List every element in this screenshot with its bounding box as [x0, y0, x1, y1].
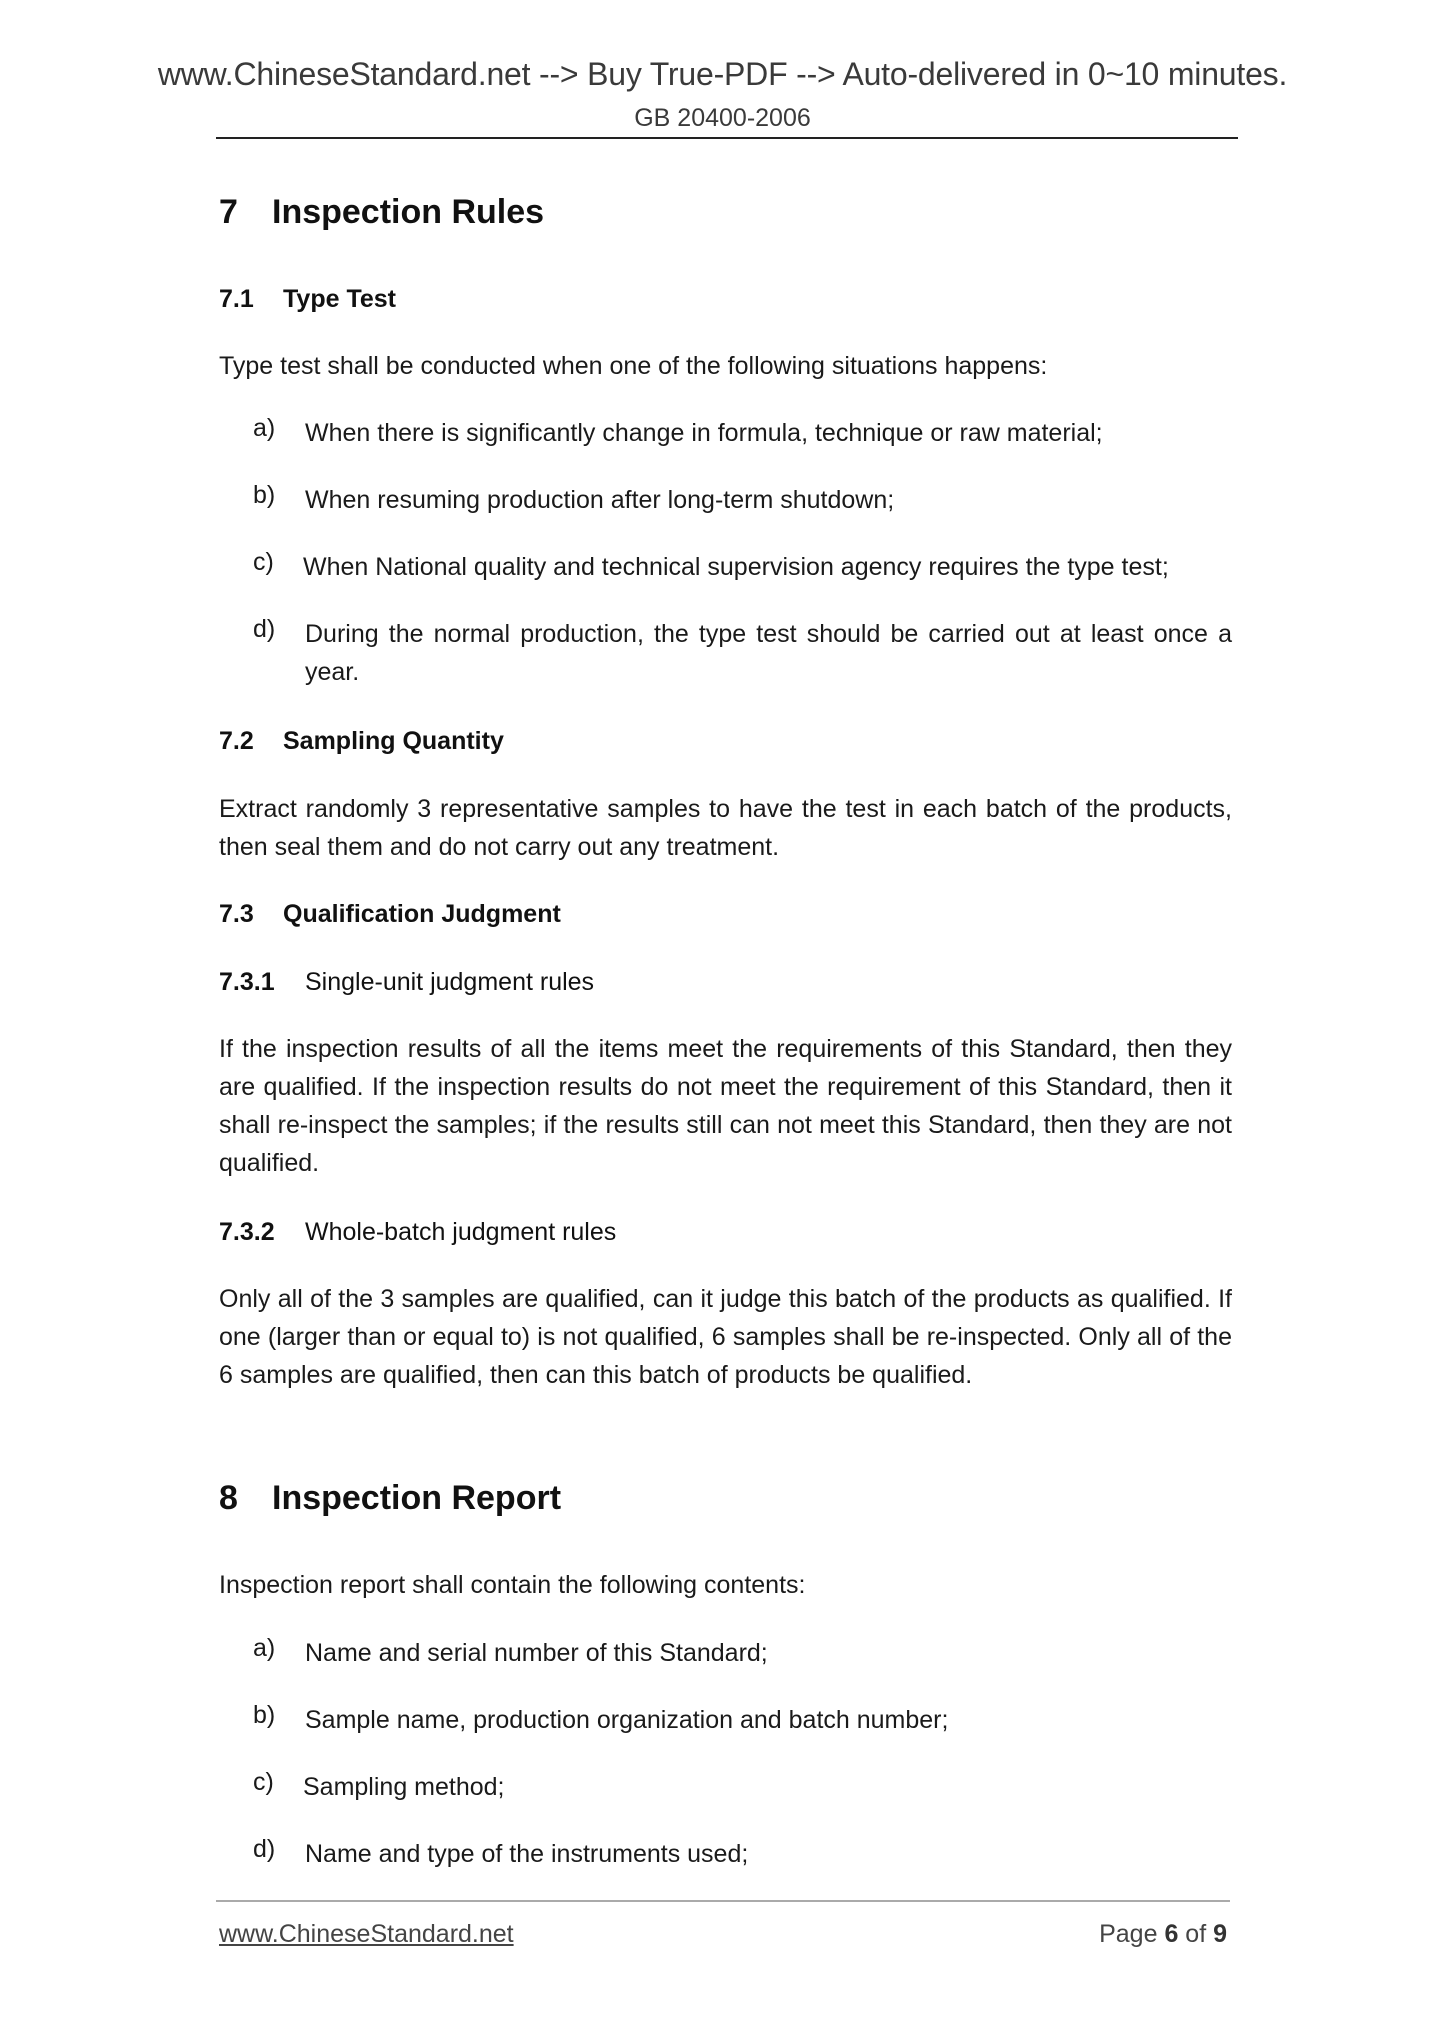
page-indicator: Page 6 of 9 [1099, 1920, 1227, 1948]
paragraph-7-2: Extract randomly 3 representative samples to have the test in each batch of the products, then seal them and do not carry out any treatment. [219, 795, 1232, 861]
paragraph-7-3-1: If the inspection results of all the items meet the requirements of this Standard, then they are qualified. If the inspection results do not meet the requirement of this Standard, then it shall re-inspect the samples; if the results still can not meet this Standard, then they are not qualified. [219, 1035, 1232, 1177]
footer-site-link[interactable]: www.ChineseStandard.net [219, 1920, 514, 1948]
current-page: 6 [1164, 1920, 1179, 1948]
header-divider [216, 137, 1238, 139]
paragraph-7-3-2: Only all of the 3 samples are qualified, can it judge this batch of the products as qualified. If one (larger than or equal to) is not qualified, 6 samples shall be re-inspected. Only all of the 6 samples are qualified, then can this batch of products be qualified. [219, 1285, 1232, 1389]
heading-7-3-2: 7.3.2 Whole-batch judgment rules [219, 1218, 617, 1246]
heading-7-2: 7.2 Sampling Quantity [219, 727, 504, 755]
heading-7-3: 7.3 Qualification Judgment [219, 900, 561, 928]
heading-section-7: 7 Inspection Rules [219, 193, 545, 231]
total-pages: 9 [1213, 1920, 1227, 1948]
footer-divider [216, 1900, 1230, 1902]
header-banner: www.ChineseStandard.net --> Buy True-PDF --> Auto-delivered in 0~10 minutes. [157, 56, 1288, 92]
document-id: GB 20400-2006 [634, 104, 811, 132]
heading-section-8: 8 Inspection Report [219, 1479, 562, 1517]
paragraph-7-1-intro: Type test shall be conducted when one of the following situations happens: [219, 352, 1048, 380]
heading-7-3-1: 7.3.1 Single-unit judgment rules [219, 968, 595, 996]
heading-7-1: 7.1 Type Test [219, 285, 396, 313]
paragraph-8-intro: Inspection report shall contain the following contents: [219, 1571, 806, 1599]
